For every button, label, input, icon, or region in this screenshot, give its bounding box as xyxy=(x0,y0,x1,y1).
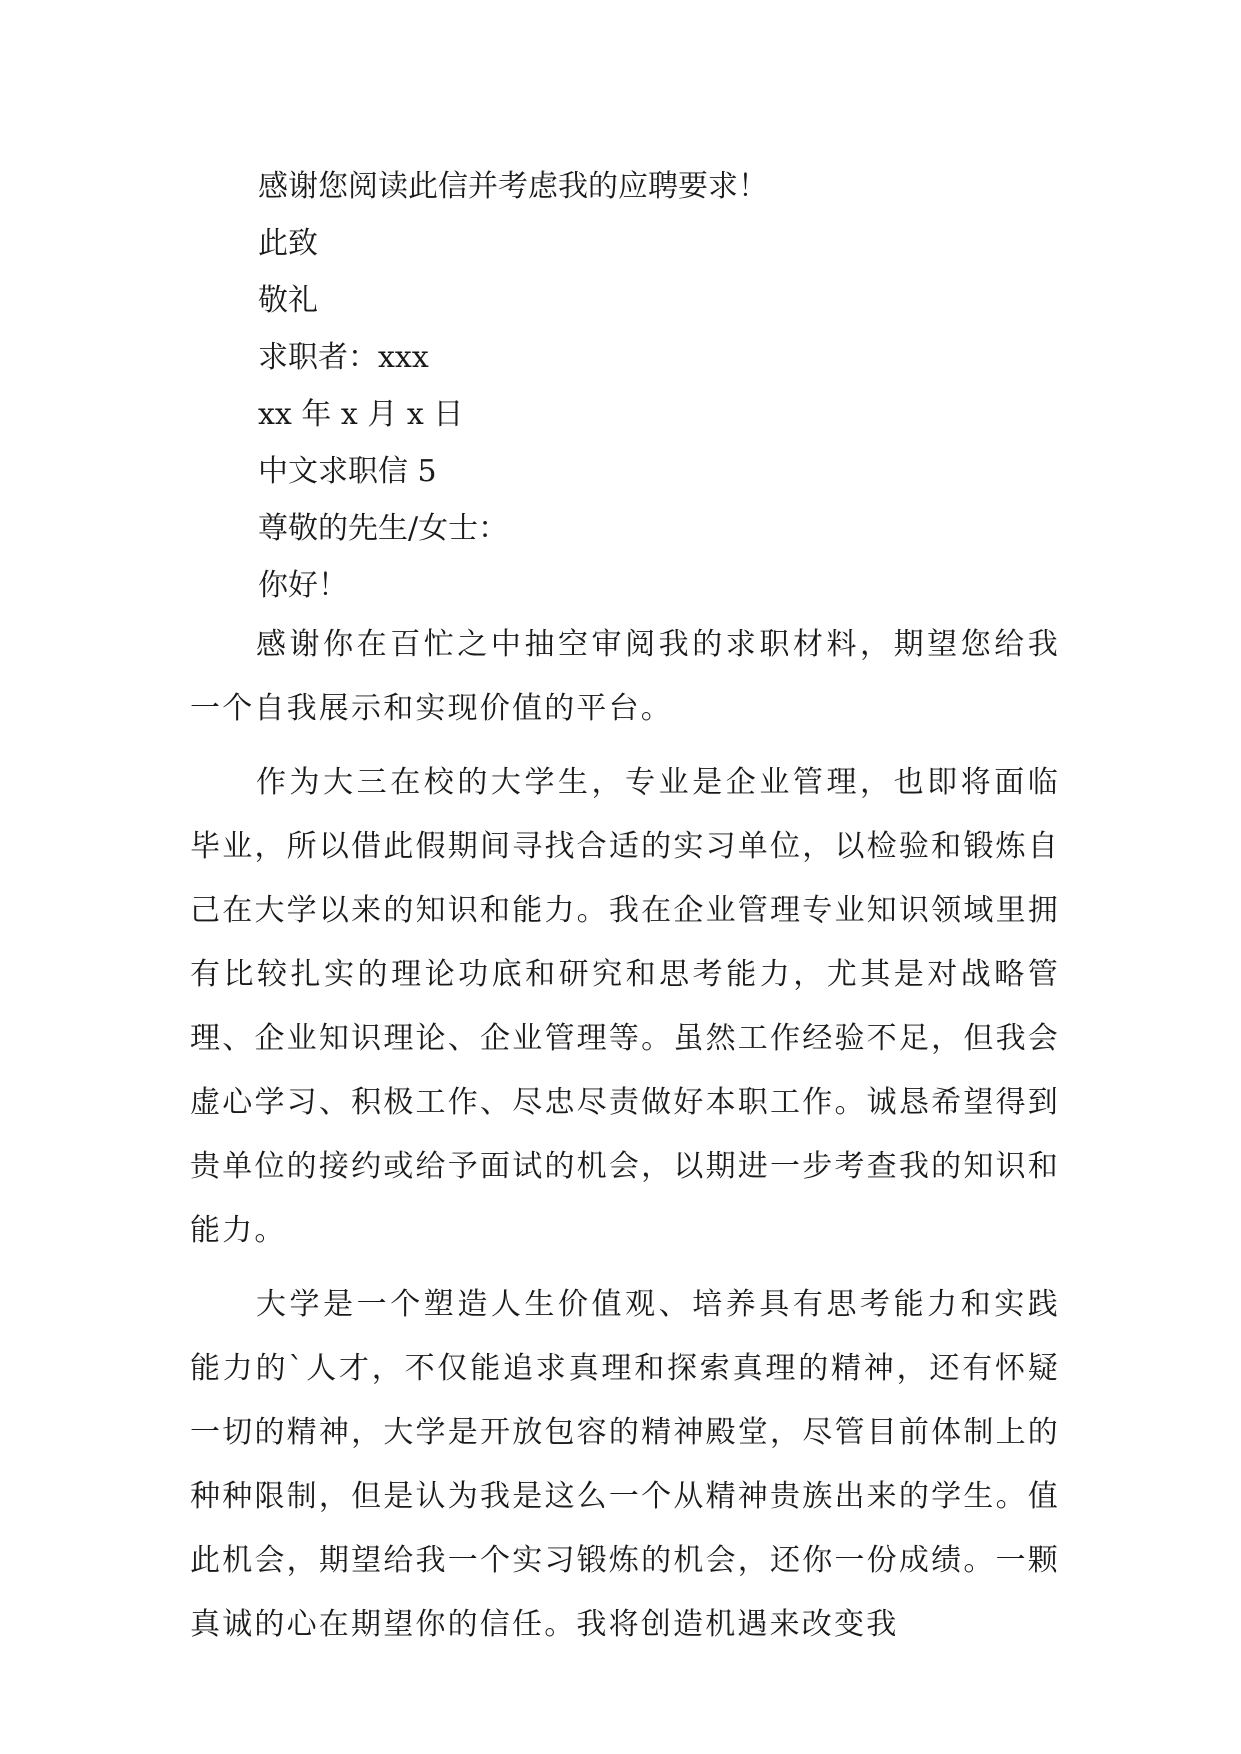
body-paragraph: 感谢你在百忙之中抽空审阅我的求职材料，期望您给我一个自我展示和实现价值的平台。 xyxy=(190,627,1060,726)
salutation-closing-1: 此致 xyxy=(258,226,318,261)
letter-closing-and-header xyxy=(258,158,1058,614)
applicant-signature: 求职者：xxx xyxy=(258,340,429,375)
body-paragraph: 大学是一个塑造人生价值观、培养具有思考能力和实践能力的`人才，不仅能追求真理和探索真理的精神，还有怀疑一切的精神，大学是开放包容的精神殿堂，尽管目前体制上的种种限制，但是认为我是这么一个从精神贵族出来的学生。值此机会，期望给我一个实习锻炼的机会，还你一份成绩。一颗真诚的心在期望你的信任。我将创造机遇来改变我 xyxy=(190,1287,1060,1642)
greeting-hello: 你好！ xyxy=(258,568,348,603)
body-paragraph: 作为大三在校的大学生，专业是企业管理，也即将面临毕业，所以借此假期间寻找合适的实习单位，以检验和锻炼自己在大学以来的知识和能力。我在企业管理专业知识领域里拥有比较扎实的理论功底和研究和思考能力，尤其是对战略管理、企业知识理论、企业管理等。虽然工作经验不足，但我会虚心学习、积极工作、尽忠尽责做好本职工作。诚恳希望得到贵单位的接约或给予面试的机会，以期进一步考查我的知识和能力。 xyxy=(190,765,1060,1248)
salutation-closing-2: 敬礼 xyxy=(258,283,318,318)
greeting-addressee: 尊敬的先生/女士： xyxy=(258,511,509,546)
section-title: 中文求职信 5 xyxy=(258,454,437,489)
letter-date: xx 年 x 月 x 日 xyxy=(258,397,464,432)
letter-body xyxy=(190,613,1060,1657)
thanks-line: 感谢您阅读此信并考虑我的应聘要求！ xyxy=(258,169,768,204)
